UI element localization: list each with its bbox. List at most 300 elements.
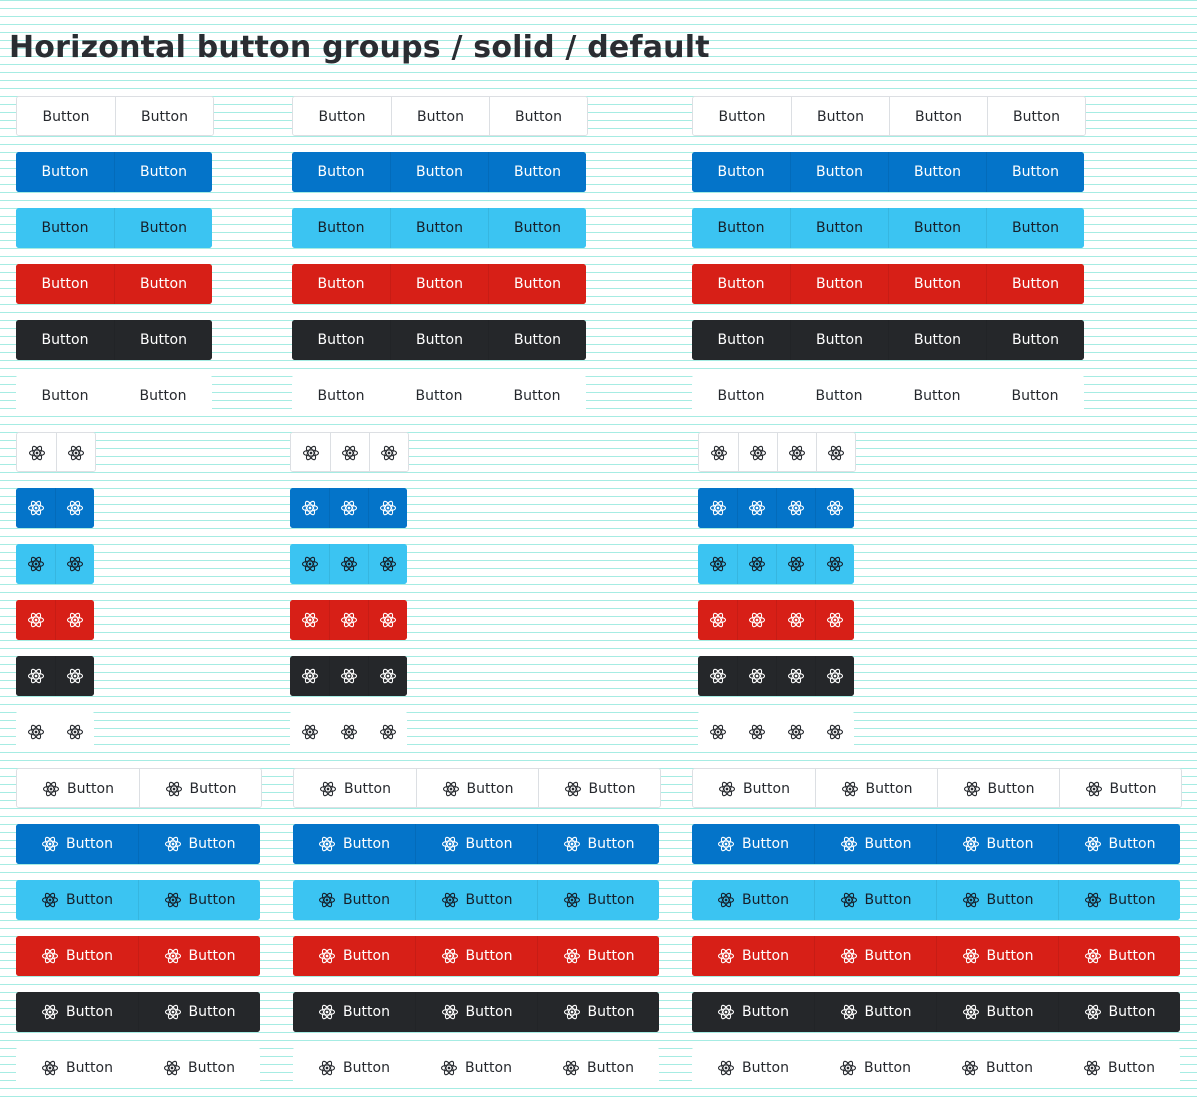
- group-button[interactable]: [293, 824, 415, 864]
- atom-icon: [379, 555, 397, 573]
- group-button[interactable]: [16, 488, 55, 528]
- atom-icon: [27, 723, 45, 741]
- icon-text-button-groups-white-borderless-4: [692, 1048, 1180, 1088]
- button-label: Button: [1012, 164, 1059, 180]
- atom-icon: [28, 444, 46, 462]
- group-button[interactable]: [390, 320, 488, 360]
- icon-button-groups-white-borderless-3: [290, 712, 407, 752]
- button-label: Button: [317, 388, 365, 404]
- atom-icon: [379, 499, 397, 517]
- group-button[interactable]: [114, 376, 212, 416]
- group-button[interactable]: [986, 376, 1084, 416]
- group-button[interactable]: [737, 712, 776, 752]
- group-button[interactable]: [1058, 1048, 1180, 1088]
- icon-text-button-groups-blue-4: [692, 824, 1180, 864]
- group-button[interactable]: [16, 992, 138, 1032]
- group-button[interactable]: [415, 992, 537, 1032]
- atom-icon: [709, 667, 727, 685]
- atom-icon: [41, 947, 59, 965]
- group-button[interactable]: [114, 320, 212, 360]
- icon-button-groups-dark-3: [290, 656, 407, 696]
- group-button[interactable]: [293, 936, 415, 976]
- atom-icon: [788, 444, 806, 462]
- atom-icon: [379, 611, 397, 629]
- group-button[interactable]: [16, 1048, 138, 1088]
- atom-icon: [826, 555, 844, 573]
- group-button[interactable]: [138, 1048, 260, 1088]
- group-button[interactable]: [293, 97, 391, 136]
- atom-icon: [301, 611, 319, 629]
- group-button[interactable]: [692, 152, 790, 192]
- button-label: Button: [515, 109, 562, 125]
- group-button[interactable]: [1058, 936, 1180, 976]
- button-label: Button: [1109, 781, 1157, 797]
- group-button[interactable]: [698, 712, 737, 752]
- button-label: Button: [343, 892, 390, 908]
- text-button-groups-white-outlined-2: [16, 96, 214, 136]
- group-button[interactable]: [290, 544, 329, 584]
- group-button[interactable]: [55, 488, 94, 528]
- button-label: Button: [1108, 1004, 1156, 1020]
- group-button[interactable]: [538, 769, 660, 808]
- icon-text-button-groups-light-blue-3: [293, 880, 659, 920]
- button-label: Button: [986, 948, 1034, 964]
- group-button[interactable]: [692, 264, 790, 304]
- atom-icon: [748, 723, 766, 741]
- text-button-groups-white-borderless-2: [16, 376, 212, 416]
- group-button[interactable]: [416, 769, 538, 808]
- group-button[interactable]: [737, 600, 776, 640]
- atom-icon: [963, 780, 981, 798]
- button-label: Button: [67, 781, 114, 797]
- atom-icon: [301, 667, 319, 685]
- icon-button-groups-blue-3: [290, 488, 407, 528]
- group-button[interactable]: [814, 880, 936, 920]
- group-button[interactable]: [55, 544, 94, 584]
- group-button[interactable]: [488, 320, 586, 360]
- icon-text-button-groups-red-3: [293, 936, 659, 976]
- button-label: Button: [986, 1060, 1033, 1076]
- atom-icon: [826, 723, 844, 741]
- group-button[interactable]: [1058, 880, 1180, 920]
- group-button[interactable]: [815, 544, 854, 584]
- group-button[interactable]: [138, 824, 260, 864]
- group-button[interactable]: [390, 264, 488, 304]
- button-label: Button: [140, 220, 187, 236]
- button-label: Button: [465, 892, 513, 908]
- group-button[interactable]: [888, 320, 986, 360]
- group-button[interactable]: [16, 320, 114, 360]
- group-button[interactable]: [986, 320, 1084, 360]
- button-label: Button: [41, 332, 89, 348]
- atom-icon: [717, 1059, 735, 1077]
- atom-icon: [27, 555, 45, 573]
- atom-icon: [27, 667, 45, 685]
- group-button[interactable]: [692, 936, 814, 976]
- button-label: Button: [865, 781, 913, 797]
- group-button[interactable]: [692, 992, 814, 1032]
- group-button[interactable]: [888, 264, 986, 304]
- button-label: Button: [986, 1004, 1034, 1020]
- atom-icon: [787, 723, 805, 741]
- icon-text-button-groups-white-outlined-3: [293, 768, 661, 808]
- group-button[interactable]: [415, 1048, 537, 1088]
- text-button-groups-light-blue-3: [292, 208, 586, 248]
- group-button[interactable]: [330, 433, 369, 472]
- atom-icon: [840, 891, 858, 909]
- icon-text-button-groups-light-blue-2: [16, 880, 260, 920]
- group-button[interactable]: [114, 152, 212, 192]
- group-button[interactable]: [390, 208, 488, 248]
- text-button-groups-red-3: [292, 264, 586, 304]
- atom-icon: [164, 1003, 182, 1021]
- group-button[interactable]: [537, 992, 659, 1032]
- atom-icon: [318, 1059, 336, 1077]
- group-button[interactable]: [17, 769, 139, 808]
- group-button[interactable]: [986, 264, 1084, 304]
- group-button[interactable]: [488, 152, 586, 192]
- group-button[interactable]: [16, 376, 114, 416]
- atom-icon: [27, 611, 45, 629]
- group-button[interactable]: [699, 433, 738, 472]
- button-label: Button: [140, 332, 187, 348]
- group-button[interactable]: [16, 600, 55, 640]
- group-button[interactable]: [290, 712, 329, 752]
- button-label: Button: [466, 781, 514, 797]
- text-button-groups-dark-2: [16, 320, 212, 360]
- atom-icon: [67, 444, 85, 462]
- group-button[interactable]: [290, 488, 329, 528]
- group-button[interactable]: [56, 433, 95, 472]
- group-button[interactable]: [698, 656, 737, 696]
- group-button[interactable]: [368, 600, 407, 640]
- atom-icon: [1085, 780, 1103, 798]
- group-button[interactable]: [292, 376, 390, 416]
- atom-icon: [441, 891, 459, 909]
- group-button[interactable]: [986, 208, 1084, 248]
- button-label: Button: [41, 276, 89, 292]
- button-label: Button: [66, 948, 113, 964]
- group-button[interactable]: [329, 488, 368, 528]
- group-button[interactable]: [1058, 992, 1180, 1032]
- group-button[interactable]: [1058, 824, 1180, 864]
- button-label: Button: [913, 388, 961, 404]
- button-label: Button: [587, 948, 635, 964]
- group-button[interactable]: [16, 208, 114, 248]
- group-button[interactable]: [1059, 769, 1181, 808]
- group-button[interactable]: [814, 992, 936, 1032]
- group-button[interactable]: [329, 656, 368, 696]
- group-button[interactable]: [936, 1048, 1058, 1088]
- group-button[interactable]: [293, 880, 415, 920]
- page-title: Horizontal button groups / solid / default: [9, 30, 710, 65]
- group-button[interactable]: [537, 936, 659, 976]
- button-label: Button: [141, 109, 188, 125]
- group-button[interactable]: [292, 264, 390, 304]
- atom-icon: [962, 835, 980, 853]
- atom-icon: [562, 1059, 580, 1077]
- group-button[interactable]: [936, 824, 1058, 864]
- group-button[interactable]: [815, 769, 937, 808]
- group-button[interactable]: [692, 208, 790, 248]
- group-button[interactable]: [114, 264, 212, 304]
- group-button[interactable]: [693, 769, 815, 808]
- group-button[interactable]: [791, 97, 889, 136]
- group-button[interactable]: [16, 712, 55, 752]
- group-button[interactable]: [692, 880, 814, 920]
- atom-icon: [440, 1059, 458, 1077]
- button-label: Button: [416, 164, 463, 180]
- group-button[interactable]: [369, 433, 408, 472]
- group-button[interactable]: [329, 712, 368, 752]
- button-label: Button: [514, 164, 561, 180]
- atom-icon: [563, 1003, 581, 1021]
- button-label: Button: [140, 164, 187, 180]
- button-label: Button: [717, 220, 765, 236]
- group-button[interactable]: [815, 656, 854, 696]
- button-label: Button: [588, 781, 636, 797]
- button-label: Button: [987, 781, 1035, 797]
- group-button[interactable]: [16, 936, 138, 976]
- button-label: Button: [864, 1004, 912, 1020]
- atom-icon: [318, 835, 336, 853]
- atom-icon: [1084, 947, 1102, 965]
- icon-text-button-groups-dark-2: [16, 992, 260, 1032]
- atom-icon: [717, 1003, 735, 1021]
- icon-button-groups-light-blue-4: [698, 544, 854, 584]
- group-button[interactable]: [790, 152, 888, 192]
- group-button[interactable]: [737, 488, 776, 528]
- group-button[interactable]: [55, 712, 94, 752]
- group-button[interactable]: [776, 656, 815, 696]
- group-button[interactable]: [291, 433, 330, 472]
- group-button[interactable]: [777, 433, 816, 472]
- icon-text-button-groups-blue-2: [16, 824, 260, 864]
- icon-button-groups-red-3: [290, 600, 407, 640]
- group-button[interactable]: [815, 600, 854, 640]
- group-button[interactable]: [368, 544, 407, 584]
- group-button[interactable]: [16, 656, 55, 696]
- group-button[interactable]: [888, 208, 986, 248]
- group-button[interactable]: [329, 544, 368, 584]
- group-button[interactable]: [987, 97, 1085, 136]
- button-label: Button: [343, 1060, 390, 1076]
- group-button[interactable]: [936, 992, 1058, 1032]
- group-button[interactable]: [16, 824, 138, 864]
- group-button[interactable]: [693, 97, 791, 136]
- group-button[interactable]: [698, 544, 737, 584]
- group-button[interactable]: [790, 208, 888, 248]
- group-button[interactable]: [114, 208, 212, 248]
- button-label: Button: [415, 388, 463, 404]
- button-label: Button: [914, 220, 961, 236]
- button-label: Button: [742, 836, 789, 852]
- atom-icon: [840, 835, 858, 853]
- atom-icon: [301, 555, 319, 573]
- group-button[interactable]: [738, 433, 777, 472]
- group-button[interactable]: [937, 769, 1059, 808]
- group-button[interactable]: [698, 600, 737, 640]
- group-button[interactable]: [290, 656, 329, 696]
- atom-icon: [66, 555, 84, 573]
- group-button[interactable]: [888, 152, 986, 192]
- button-label: Button: [742, 892, 789, 908]
- group-button[interactable]: [115, 97, 213, 136]
- group-button[interactable]: [936, 936, 1058, 976]
- group-button[interactable]: [790, 320, 888, 360]
- group-button[interactable]: [814, 1048, 936, 1088]
- group-button[interactable]: [368, 712, 407, 752]
- group-button[interactable]: [888, 376, 986, 416]
- group-button[interactable]: [815, 712, 854, 752]
- button-label: Button: [343, 1004, 390, 1020]
- group-button[interactable]: [776, 712, 815, 752]
- group-button[interactable]: [737, 544, 776, 584]
- group-button[interactable]: [698, 488, 737, 528]
- button-label: Button: [1108, 1060, 1155, 1076]
- group-button[interactable]: [290, 600, 329, 640]
- group-button[interactable]: [329, 600, 368, 640]
- atom-icon: [319, 780, 337, 798]
- group-button[interactable]: [415, 880, 537, 920]
- atom-icon: [826, 667, 844, 685]
- group-button[interactable]: [776, 544, 815, 584]
- atom-icon: [318, 1003, 336, 1021]
- atom-icon: [340, 667, 358, 685]
- group-button[interactable]: [537, 824, 659, 864]
- group-button[interactable]: [16, 880, 138, 920]
- group-button[interactable]: [936, 880, 1058, 920]
- atom-icon: [839, 1059, 857, 1077]
- group-button[interactable]: [368, 488, 407, 528]
- icon-button-groups-blue-2: [16, 488, 94, 528]
- button-label: Button: [587, 892, 635, 908]
- icon-button-groups-light-blue-3: [290, 544, 407, 584]
- group-button[interactable]: [776, 488, 815, 528]
- group-button[interactable]: [17, 433, 56, 472]
- group-button[interactable]: [138, 880, 260, 920]
- group-button[interactable]: [294, 769, 416, 808]
- group-button[interactable]: [415, 936, 537, 976]
- atom-icon: [787, 611, 805, 629]
- group-button[interactable]: [16, 264, 114, 304]
- button-label: Button: [717, 332, 765, 348]
- button-label: Button: [718, 109, 766, 125]
- atom-icon: [840, 947, 858, 965]
- atom-icon: [962, 1003, 980, 1021]
- atom-icon: [787, 499, 805, 517]
- group-button[interactable]: [489, 97, 587, 136]
- icon-text-button-groups-red-2: [16, 936, 260, 976]
- atom-icon: [441, 1003, 459, 1021]
- atom-icon: [41, 835, 59, 853]
- button-label: Button: [465, 1004, 513, 1020]
- group-button[interactable]: [368, 656, 407, 696]
- atom-icon: [41, 1059, 59, 1077]
- button-label: Button: [1012, 276, 1059, 292]
- button-label: Button: [816, 332, 863, 348]
- group-button[interactable]: [292, 320, 390, 360]
- button-label: Button: [66, 892, 113, 908]
- atom-icon: [717, 835, 735, 853]
- group-button[interactable]: [17, 97, 115, 136]
- group-button[interactable]: [790, 376, 888, 416]
- group-button[interactable]: [889, 97, 987, 136]
- button-label: Button: [416, 276, 463, 292]
- group-button[interactable]: [776, 600, 815, 640]
- button-label: Button: [816, 276, 863, 292]
- button-label: Button: [717, 276, 765, 292]
- group-button[interactable]: [139, 769, 261, 808]
- atom-icon: [709, 723, 727, 741]
- group-button[interactable]: [790, 264, 888, 304]
- atom-icon: [709, 555, 727, 573]
- group-button[interactable]: [16, 544, 55, 584]
- atom-icon: [165, 780, 183, 798]
- button-label: Button: [1108, 948, 1156, 964]
- button-label: Button: [465, 1060, 512, 1076]
- group-button[interactable]: [138, 992, 260, 1032]
- atom-icon: [379, 723, 397, 741]
- group-button[interactable]: [814, 936, 936, 976]
- button-label: Button: [189, 781, 237, 797]
- atom-icon: [340, 723, 358, 741]
- group-button[interactable]: [815, 488, 854, 528]
- group-button[interactable]: [537, 880, 659, 920]
- group-button[interactable]: [692, 824, 814, 864]
- button-label: Button: [344, 781, 391, 797]
- group-button[interactable]: [692, 376, 790, 416]
- group-button[interactable]: [814, 824, 936, 864]
- group-button[interactable]: [488, 208, 586, 248]
- atom-icon: [318, 891, 336, 909]
- group-button[interactable]: [737, 656, 776, 696]
- atom-icon: [442, 780, 460, 798]
- group-button[interactable]: [415, 824, 537, 864]
- group-button[interactable]: [293, 992, 415, 1032]
- group-button[interactable]: [488, 264, 586, 304]
- button-label: Button: [139, 388, 187, 404]
- group-button[interactable]: [390, 376, 488, 416]
- group-button[interactable]: [138, 936, 260, 976]
- group-button[interactable]: [292, 208, 390, 248]
- group-button[interactable]: [292, 152, 390, 192]
- group-button[interactable]: [16, 152, 114, 192]
- group-button[interactable]: [55, 600, 94, 640]
- atom-icon: [717, 891, 735, 909]
- icon-button-groups-dark-2: [16, 656, 94, 696]
- atom-icon: [563, 891, 581, 909]
- button-label: Button: [742, 1060, 789, 1076]
- group-button[interactable]: [692, 320, 790, 360]
- group-button[interactable]: [986, 152, 1084, 192]
- group-button[interactable]: [293, 1048, 415, 1088]
- atom-icon: [1084, 835, 1102, 853]
- button-label: Button: [66, 1004, 113, 1020]
- atom-icon: [564, 780, 582, 798]
- group-button[interactable]: [537, 1048, 659, 1088]
- group-button[interactable]: [390, 152, 488, 192]
- group-button[interactable]: [692, 1048, 814, 1088]
- group-button[interactable]: [816, 433, 855, 472]
- atom-icon: [827, 444, 845, 462]
- button-label: Button: [343, 948, 390, 964]
- group-button[interactable]: [55, 656, 94, 696]
- atom-icon: [961, 1059, 979, 1077]
- group-button[interactable]: [391, 97, 489, 136]
- group-button[interactable]: [488, 376, 586, 416]
- atom-icon: [962, 947, 980, 965]
